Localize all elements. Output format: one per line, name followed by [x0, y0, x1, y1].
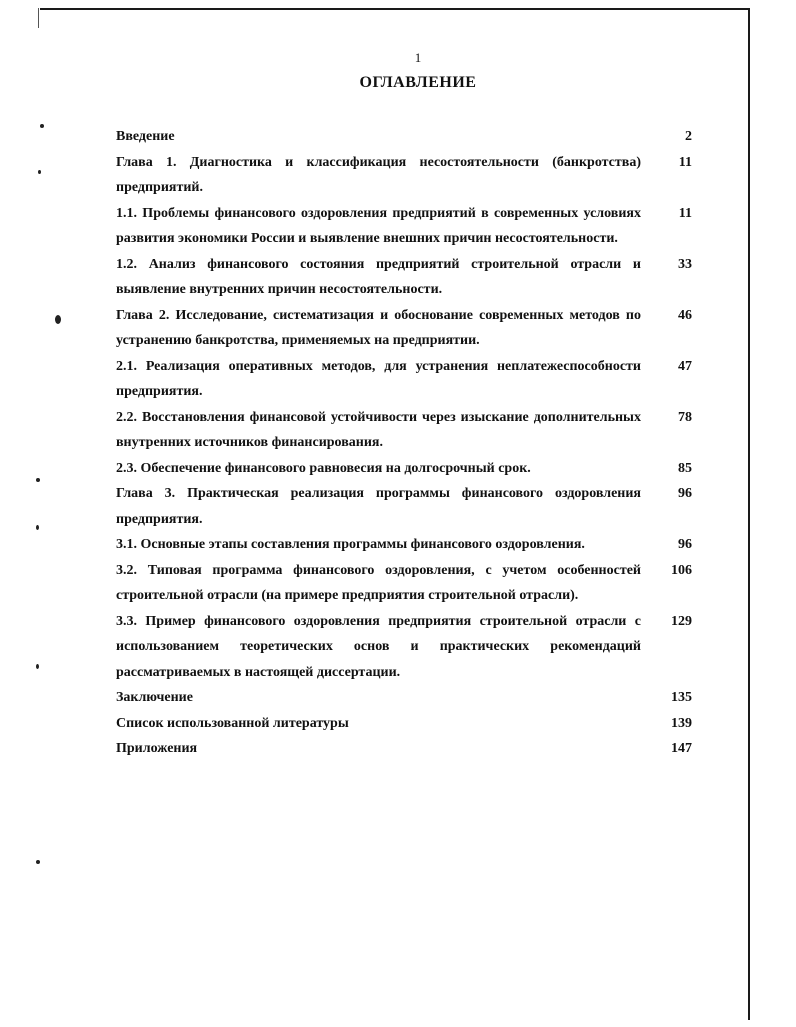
page-number: 1: [414, 50, 422, 65]
toc-entry-text: Глава 2. Исследование, систематизация и обоснование современных методов по устранению банкротства, применяемых на предприятии.: [116, 307, 641, 348]
toc-entry-appendices: [116, 736, 692, 762]
toc-entry-section-3-2: [116, 558, 692, 609]
toc-entry-bibliography: [116, 711, 692, 737]
toc-entry-page: 129: [671, 613, 692, 629]
toc-entry-conclusion: [116, 685, 692, 711]
toc-entry-text: Глава 3. Практическая реализация программы финансового оздоровления предприятия.: [116, 486, 641, 527]
toc-entry-text: 2.3. Обеспечение финансового равновесия на долгосрочный срок.: [116, 460, 531, 476]
toc-title: ОГЛАВЛЕНИЕ: [359, 74, 477, 91]
toc-entry-page: 47: [678, 358, 692, 374]
toc-entry-text: Список использованной литературы: [116, 715, 349, 731]
scan-speck: [55, 315, 61, 324]
toc-entry-section-2-1: [116, 354, 692, 405]
toc-entry-chapter-3: [116, 481, 692, 532]
toc-entry-page: 85: [678, 460, 692, 476]
toc-entry-text: 2.2. Восстановления финансовой устойчивости через изыскание дополнительных внутренних источников финансирования.: [116, 409, 641, 450]
toc-entry-text: Глава 1. Диагностика и классификация несостоятельности (банкротства) предприятий.: [116, 154, 641, 195]
toc-entry-text: 3.1. Основные этапы составления программы финансового оздоровления.: [116, 537, 585, 552]
toc-entry-text: Заключение: [116, 690, 193, 705]
toc-entry-page: 147: [671, 741, 692, 756]
toc-entry-chapter-1: [116, 150, 692, 201]
toc-entry-section-2-3: [116, 456, 692, 482]
toc-entry-page: 96: [678, 486, 692, 501]
toc-entry-page: 33: [678, 256, 692, 272]
scan-border-top: [40, 8, 750, 10]
toc-entry-page: 106: [671, 562, 692, 578]
toc-entry-page: 135: [671, 690, 692, 705]
scan-speck: [36, 860, 40, 864]
toc-entry-page: 11: [678, 154, 692, 170]
scan-speck: [36, 664, 39, 669]
toc-entry-text: 2.1. Реализация оперативных методов, для устранения неплатежеспособности предприятия.: [116, 358, 641, 399]
toc-entry-text: 3.2. Типовая программа финансового оздоровления, с учетом особенностей строительной отрасли (на примере предприятия строительной отрасли).: [116, 562, 641, 603]
scan-speck: [40, 124, 44, 128]
toc-entry-text: Приложения: [116, 741, 198, 756]
toc-entry-section-1-2: [116, 252, 692, 303]
scan-speck: [36, 525, 39, 530]
toc-entry-text: 3.3. Пример финансового оздоровления предприятия строительной отрасли с использованием теоретических основ и практических рекомендаций рассматриваемых в настоящей диссертации.: [116, 613, 641, 680]
toc-entry-page: 11: [678, 205, 692, 221]
toc-entry-page: 96: [678, 537, 692, 552]
scan-border-right: [748, 8, 750, 1020]
toc-entry-chapter-2: [116, 303, 692, 354]
table-of-contents: [116, 124, 692, 762]
toc-entry-page: 139: [671, 715, 692, 731]
toc-entry-text: Введение: [116, 129, 175, 144]
toc-entry-text: 1.2. Анализ финансового состояния предприятий строительной отрасли и выявление внутренних причин несостоятельности.: [116, 256, 641, 297]
toc-entry-page: 46: [678, 307, 692, 323]
toc-entry-section-1-1: [116, 201, 692, 252]
toc-entry-section-3-3: [116, 609, 692, 686]
scan-border-left: [38, 8, 39, 28]
toc-entry-section-2-2: [116, 405, 692, 456]
toc-entry-section-3-1: [116, 532, 692, 558]
toc-entry-text: 1.1. Проблемы финансового оздоровления предприятий в современных условиях развития экономики России и выявление внешних причин несостоятельности.: [116, 205, 641, 246]
toc-entry-introduction: [116, 124, 692, 150]
toc-entry-page: 78: [678, 409, 692, 425]
scan-speck: [38, 170, 41, 174]
scan-speck: [36, 478, 40, 482]
toc-entry-page: 2: [685, 129, 692, 144]
